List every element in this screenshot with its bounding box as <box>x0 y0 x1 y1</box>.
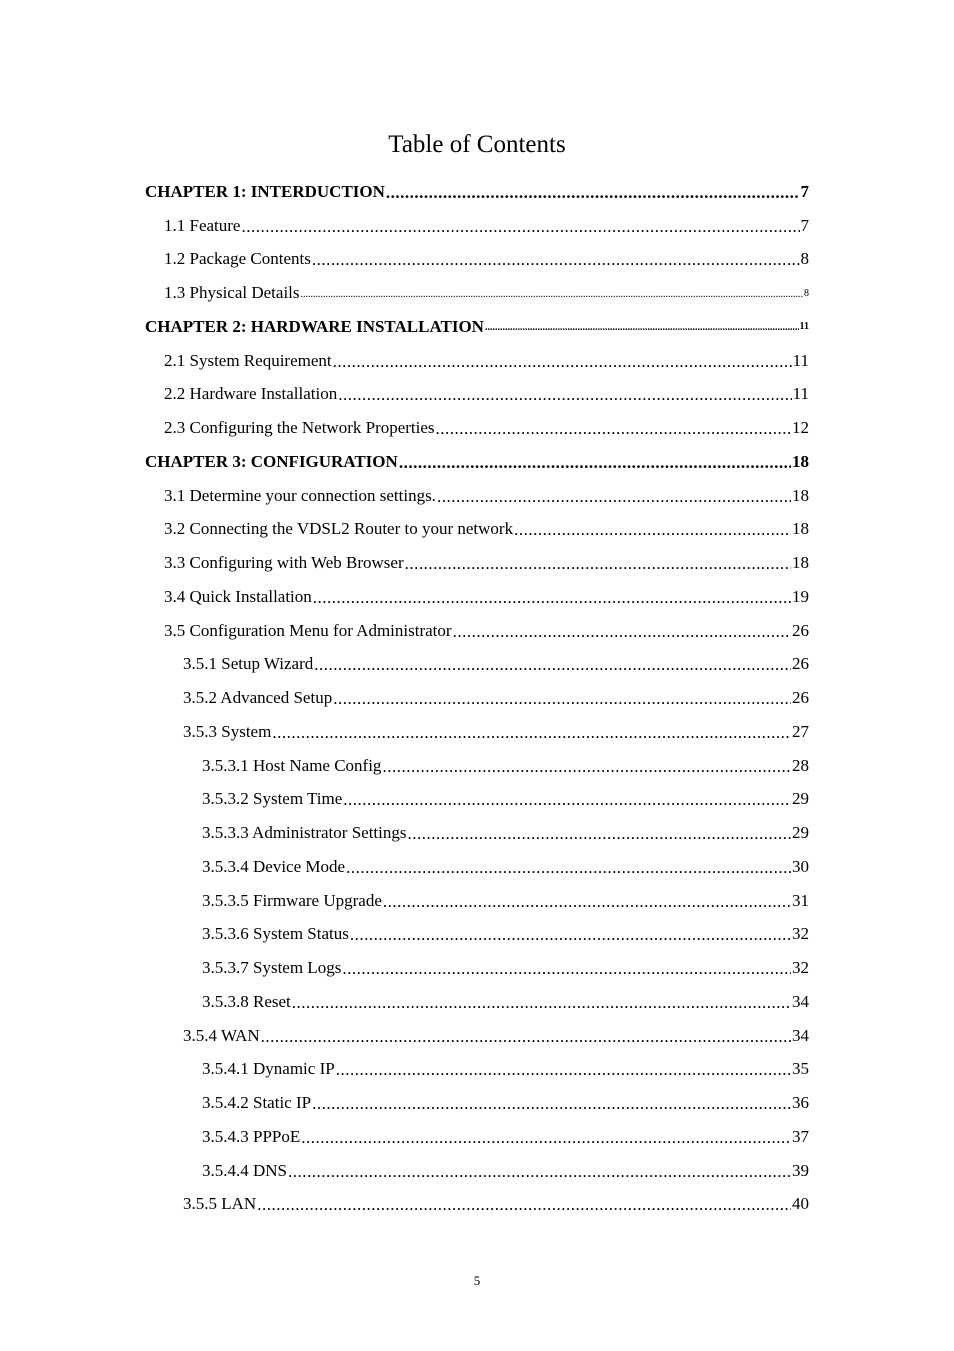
toc-entry[interactable] <box>145 276 809 310</box>
toc-dot-leader <box>312 250 800 270</box>
toc-dot-leader <box>241 217 799 237</box>
toc-entry-page: 18 <box>792 451 809 471</box>
toc-entry-label: 3.5.3.5 Firmware Upgrade <box>202 890 382 910</box>
toc-dot-leader <box>312 1094 791 1114</box>
toc-entry-page: 27 <box>792 721 809 741</box>
toc-dot-leader <box>261 1027 791 1047</box>
toc-dot-leader <box>407 824 791 844</box>
toc-entry-page: 18 <box>792 485 809 505</box>
toc-dot-leader <box>399 453 791 473</box>
toc-dot-leader <box>437 487 791 507</box>
toc-entry-page: 39 <box>792 1160 809 1180</box>
toc-entry-label: 1.3 Physical Details <box>164 283 300 303</box>
toc-dot-leader <box>292 993 791 1013</box>
toc-entry-label: 3.5.3.3 Administrator Settings <box>202 823 407 843</box>
toc-entry-page: 8 <box>804 287 809 299</box>
toc-entry-label: 3.5.5 LAN <box>183 1194 257 1214</box>
toc-dot-leader <box>350 925 791 945</box>
toc-entry[interactable] <box>145 580 809 614</box>
toc-entry-page: 34 <box>792 991 809 1011</box>
toc-entry-label: 2.1 System Requirement <box>164 350 332 370</box>
toc-entry-page: 11 <box>792 350 809 370</box>
toc-entry[interactable] <box>145 715 809 749</box>
toc-entry[interactable] <box>145 1019 809 1053</box>
toc-entry-page: 7 <box>800 181 809 201</box>
toc-entry-label: 3.5.3.4 Device Mode <box>202 856 346 876</box>
toc-entry[interactable] <box>145 378 809 412</box>
toc-dot-leader <box>485 322 799 333</box>
toc-entry[interactable] <box>145 850 809 884</box>
toc-dot-leader <box>314 655 791 675</box>
toc-entry-label: 3.5.4.2 Static IP <box>202 1093 312 1113</box>
toc-dot-leader <box>382 757 791 777</box>
toc-entry-label: 3.3 Configuring with Web Browser <box>164 553 404 573</box>
toc-entry-label: 3.2 Connecting the VDSL2 Router to your network <box>164 519 514 539</box>
toc-entry[interactable] <box>145 985 809 1019</box>
toc-dot-leader <box>336 1060 791 1080</box>
toc-entry-label: 3.5.4.1 Dynamic IP <box>202 1059 335 1079</box>
toc-entry-label: 3.5.3.1 Host Name Config <box>202 755 382 775</box>
toc-entry[interactable] <box>145 749 809 783</box>
toc-entry-label: CHAPTER 3: CONFIGURATION <box>145 451 398 471</box>
toc-entry-page: 26 <box>792 688 809 708</box>
toc-entry-label: 3.5.4 WAN <box>183 1025 260 1045</box>
toc-entry[interactable] <box>145 951 809 985</box>
toc-entry-label: 3.5.2 Advanced Setup <box>183 688 333 708</box>
toc-dot-leader <box>301 289 803 300</box>
toc-entry-label: CHAPTER 2: HARDWARE INSTALLATION <box>145 316 484 336</box>
toc-entry[interactable] <box>145 1053 809 1087</box>
toc-dot-leader <box>272 723 791 743</box>
toc-dot-leader <box>453 622 791 642</box>
toc-dot-leader <box>338 385 791 405</box>
toc-entry-label: 3.5.3.2 System Time <box>202 789 343 809</box>
toc-entry-page: 29 <box>792 823 809 843</box>
toc-entry-page: 36 <box>792 1093 809 1113</box>
toc-entry[interactable] <box>145 918 809 952</box>
toc-entry-page: 8 <box>800 249 809 269</box>
toc-entry-page: 37 <box>792 1126 809 1146</box>
toc-dot-leader <box>514 520 791 540</box>
toc-entry[interactable] <box>145 209 809 243</box>
toc-entry[interactable] <box>145 884 809 918</box>
toc-entry-label: 3.4 Quick Installation <box>164 586 312 606</box>
toc-dot-leader <box>301 1128 791 1148</box>
toc-dot-leader <box>342 959 791 979</box>
toc-entry-label: 3.5 Configuration Menu for Administrator <box>164 620 452 640</box>
toc-dot-leader <box>436 419 791 439</box>
toc-entry-page: 31 <box>792 890 809 910</box>
toc-entry-page: 32 <box>792 924 809 944</box>
toc-entry-page: 11 <box>792 384 809 404</box>
toc-entry-page: 29 <box>792 789 809 809</box>
toc-entry-label: 3.1 Determine your connection settings. <box>164 485 436 505</box>
toc-entry-page: 40 <box>792 1194 809 1214</box>
toc-dot-leader <box>346 858 791 878</box>
toc-entry-page: 19 <box>792 586 809 606</box>
toc-entry[interactable] <box>145 1188 809 1222</box>
toc-entry-label: 1.1 Feature <box>164 215 241 235</box>
toc-entry-page: 12 <box>792 418 809 438</box>
toc-entry-page: 7 <box>800 215 809 235</box>
page-title: Table of Contents <box>388 131 566 158</box>
toc-entry-label: 3.5.4.3 PPPoE <box>202 1126 301 1146</box>
toc-entry-page: 34 <box>792 1025 809 1045</box>
toc-entry-page: 18 <box>792 519 809 539</box>
toc-entry[interactable] <box>145 479 809 513</box>
toc-entry[interactable] <box>145 648 809 682</box>
toc-entry[interactable] <box>145 816 809 850</box>
toc-entry[interactable] <box>145 344 809 378</box>
toc-entry[interactable] <box>145 614 809 648</box>
toc-entry-page: 26 <box>792 654 809 674</box>
toc-dot-leader <box>343 790 791 810</box>
toc-entry-page: 26 <box>792 620 809 640</box>
toc-dot-leader <box>383 892 791 912</box>
toc-dot-leader <box>333 352 792 372</box>
toc-entry-label: 3.5.3 System <box>183 721 272 741</box>
toc-entry[interactable] <box>145 1086 809 1120</box>
toc-entry[interactable] <box>145 681 809 715</box>
toc-entry[interactable] <box>145 243 809 277</box>
toc-entry[interactable] <box>145 1154 809 1188</box>
toc-dot-leader <box>313 588 791 608</box>
toc-entry-page: 28 <box>792 755 809 775</box>
toc-entry[interactable] <box>145 411 809 445</box>
page-number: 5 <box>473 1273 481 1288</box>
toc-dot-leader <box>386 183 800 203</box>
toc-entry-label: 1.2 Package Contents <box>164 249 311 269</box>
toc-chapter-entry[interactable] <box>145 175 809 209</box>
table-of-contents <box>145 175 809 1221</box>
toc-entry-label: 2.3 Configuring the Network Properties <box>164 418 435 438</box>
toc-entry-label: 2.2 Hardware Installation <box>164 384 338 404</box>
toc-dot-leader <box>288 1162 791 1182</box>
toc-entry-label: 3.5.1 Setup Wizard <box>183 654 314 674</box>
toc-entry-page: 32 <box>792 958 809 978</box>
toc-entry[interactable] <box>145 546 809 580</box>
toc-entry[interactable] <box>145 513 809 547</box>
toc-entry-label: 3.5.3.8 Reset <box>202 991 291 1011</box>
toc-dot-leader <box>333 689 791 709</box>
toc-chapter-entry[interactable] <box>145 445 809 479</box>
toc-entry-label: 3.5.3.7 System Logs <box>202 958 342 978</box>
toc-entry-page: 18 <box>792 553 809 573</box>
toc-dot-leader <box>405 554 791 574</box>
toc-entry-label: 3.5.3.6 System Status <box>202 924 349 944</box>
toc-entry[interactable] <box>145 1120 809 1154</box>
toc-entry[interactable] <box>145 783 809 817</box>
toc-chapter-entry[interactable] <box>145 310 809 344</box>
toc-entry-page: 35 <box>792 1059 809 1079</box>
toc-entry-label: 3.5.4.4 DNS <box>202 1160 288 1180</box>
toc-dot-leader <box>257 1195 791 1215</box>
toc-entry-label: CHAPTER 1: INTERDUCTION <box>145 181 385 201</box>
toc-entry-page: 30 <box>792 856 809 876</box>
toc-entry-page: 11 <box>799 321 809 333</box>
